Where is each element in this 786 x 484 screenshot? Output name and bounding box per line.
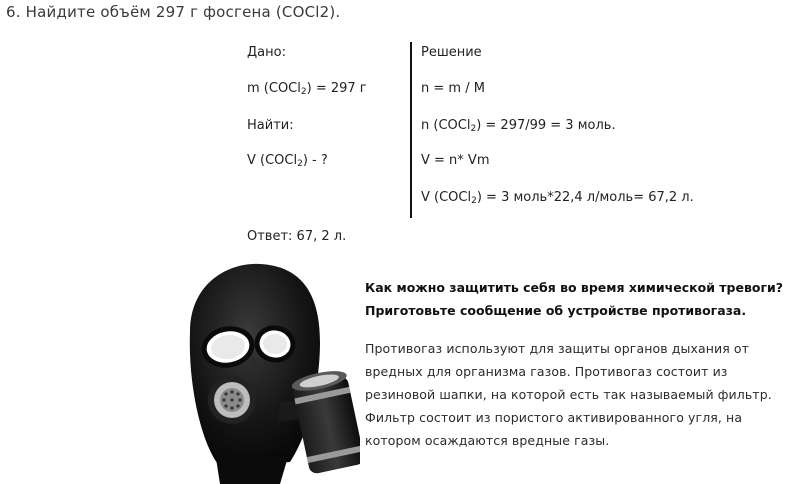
answer-text-line-1: Противогаз используют для защиты органов дыхания от [365, 341, 750, 356]
solution-line-2-pre: n (COCl [421, 118, 471, 133]
answer-text-line-5: котором осаждаются вредные газы. [365, 433, 610, 448]
given-mass [247, 81, 367, 97]
solution-line-4-post: ) = 3 моль*22,4 л/моль= 67,2 л. [476, 190, 694, 205]
question-line-1: Как можно защитить себя во время химической тревоги? [365, 280, 784, 295]
find-volume [247, 153, 328, 169]
given-mass-pre: m (COCl [247, 81, 301, 96]
solution-line-4-pre: V (COCl [421, 190, 472, 205]
solution-line-2-post: ) = 297/99 = 3 моль. [476, 118, 616, 133]
solution-line-1: n = m / M [421, 81, 485, 96]
gas-mask-icon [160, 262, 360, 484]
question-line-2: Приготовьте сообщение об устройстве противогаза. [365, 303, 747, 318]
task-title: 6. Найдите объём 297 г фосгена (COCl2). [6, 3, 341, 21]
given-label: Дано: [247, 45, 286, 60]
answer-text-line-3: резиновой шапки, на которой есть так называемый фильтр. [365, 387, 772, 402]
answer-text-line-2: вредных для организма газов. Противогаз состоит из [365, 364, 728, 379]
answer-line: Ответ: 67, 2 л. [247, 229, 347, 244]
solution-line-2 [421, 118, 616, 134]
solution-divider [410, 42, 412, 218]
find-volume-post: ) - ? [302, 153, 328, 168]
solution-line-4-sub: 2 [471, 196, 477, 206]
given-mass-sub: 2 [300, 87, 307, 97]
solution-label: Решение [421, 45, 482, 60]
find-volume-pre: V (COCl [247, 153, 298, 168]
find-volume-sub: 2 [297, 159, 303, 169]
solution-line-4 [421, 190, 694, 206]
solution-line-3: V = n* Vm [421, 153, 490, 168]
find-label: Найти: [247, 118, 294, 133]
answer-text-line-4: Фильтр состоит из пористого активированного угля, на [365, 410, 743, 425]
solution-line-2-sub: 2 [470, 124, 477, 134]
given-mass-post: ) = 297 г [306, 81, 367, 96]
